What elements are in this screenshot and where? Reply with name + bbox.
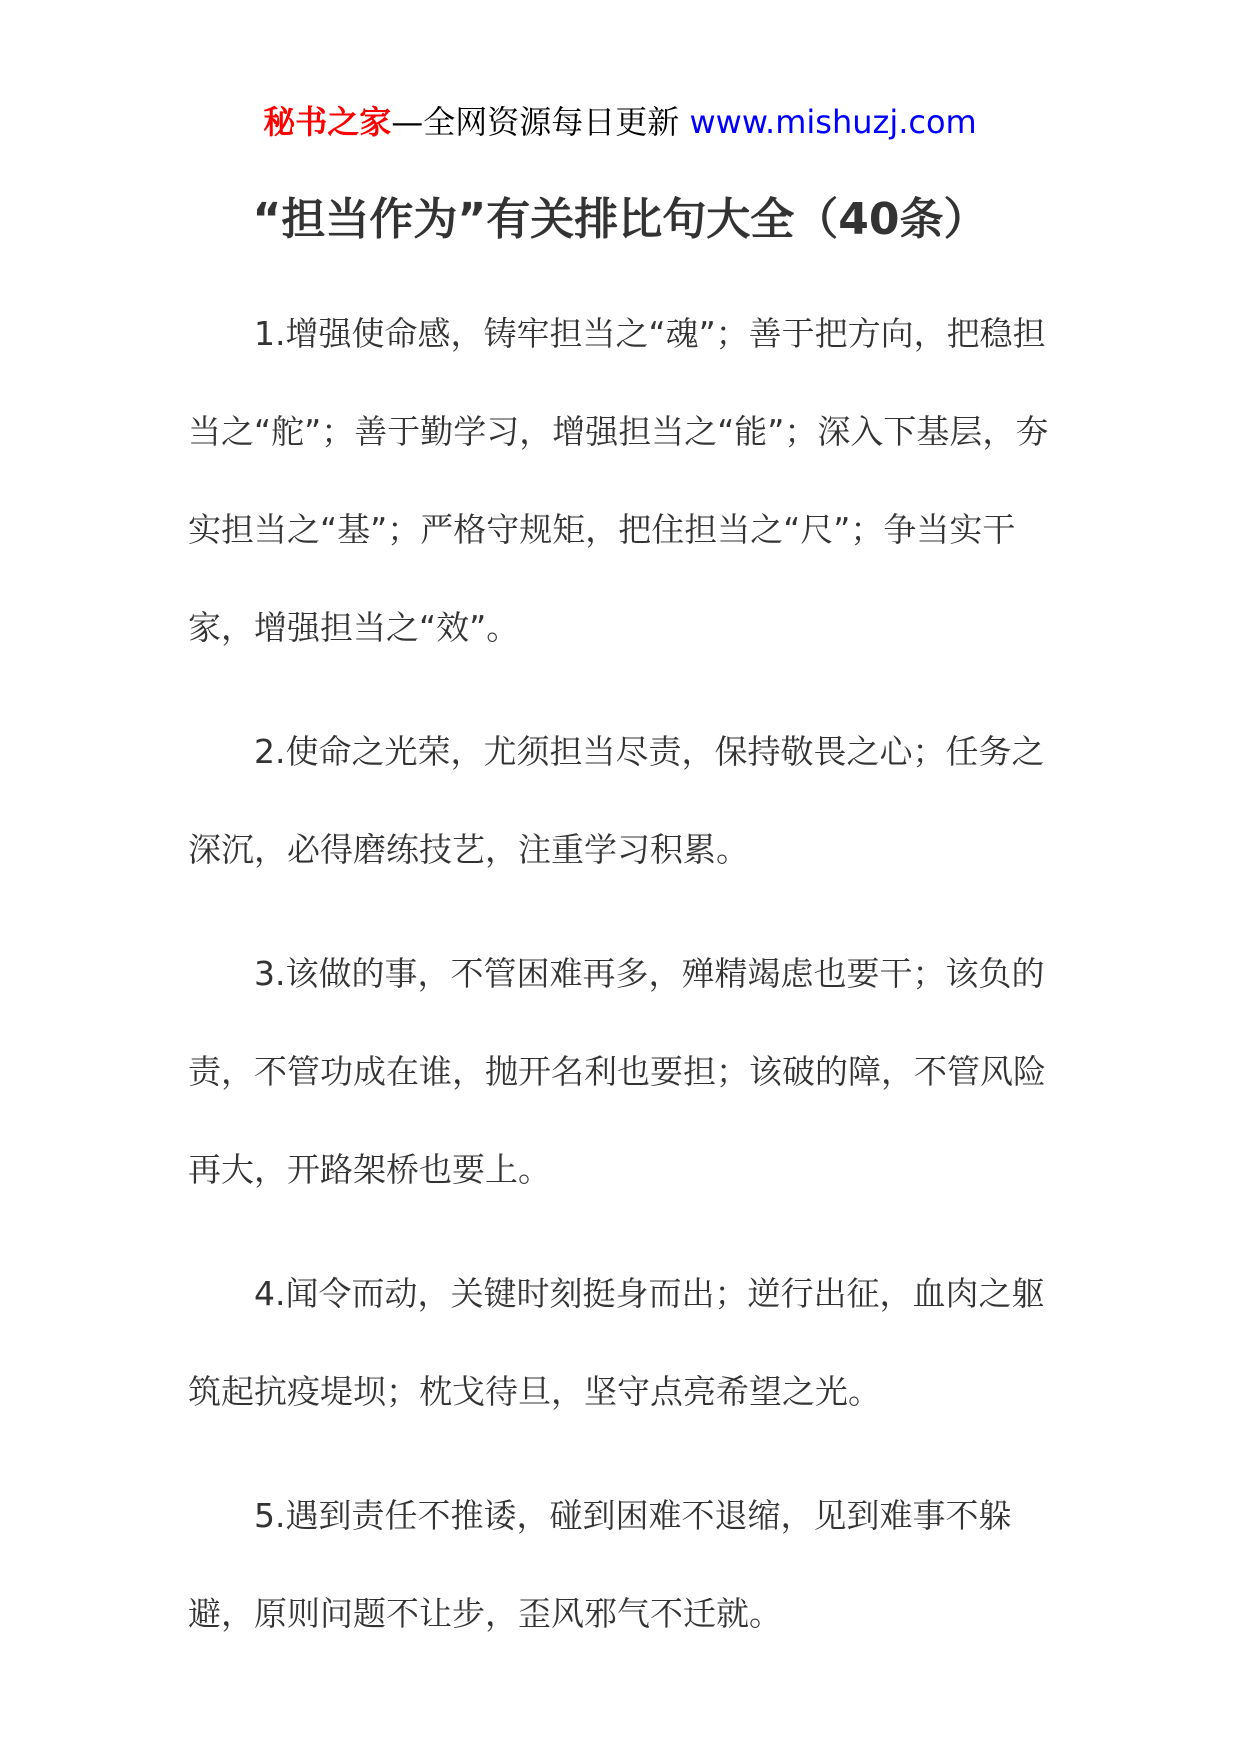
paragraph-4: 4.闻令而动，关键时刻挺身而出；逆行出征，血肉之躯筑起抗疫堤坝；枕戈待旦，坚守点亮希望之光。 <box>188 1274 1045 1411</box>
paragraph-5: 5.遇到责任不推诿，碰到困难不退缩，见到难事不躲避，原则问题不让步，歪风邪气不迁就。 <box>188 1496 1012 1633</box>
site-slogan: —全网资源每日更新 <box>391 103 680 141</box>
paragraph-2: 2.使命之光荣，尤须担当尽责，保持敬畏之心；任务之深沉，必得磨练技艺，注重学习积累。 <box>188 732 1045 869</box>
site-header <box>0 100 1240 144</box>
paragraph-3: 3.该做的事，不管困难再多，殚精竭虑也要干；该负的责，不管功成在谁，抛开名利也要担；该破的障，不管风险再大，开路架桥也要上。 <box>188 954 1046 1189</box>
paragraph-1: 1.增强使命感，铸牢担当之“魂”；善于把方向，把稳担当之“舵”；善于勤学习，增强担当之“能”；深入下基层，夯实担当之“基”；严格守规矩，把住担当之“尺”；争当实干家，增强担当之“效”。 <box>188 314 1049 647</box>
document-title: “担当作为”有关排比句大全（40条） <box>252 194 988 245</box>
site-url-link[interactable]: www.mishuzj.com <box>689 103 977 141</box>
brand-name: 秘书之家 <box>263 103 392 141</box>
document-body <box>188 285 1060 1689</box>
